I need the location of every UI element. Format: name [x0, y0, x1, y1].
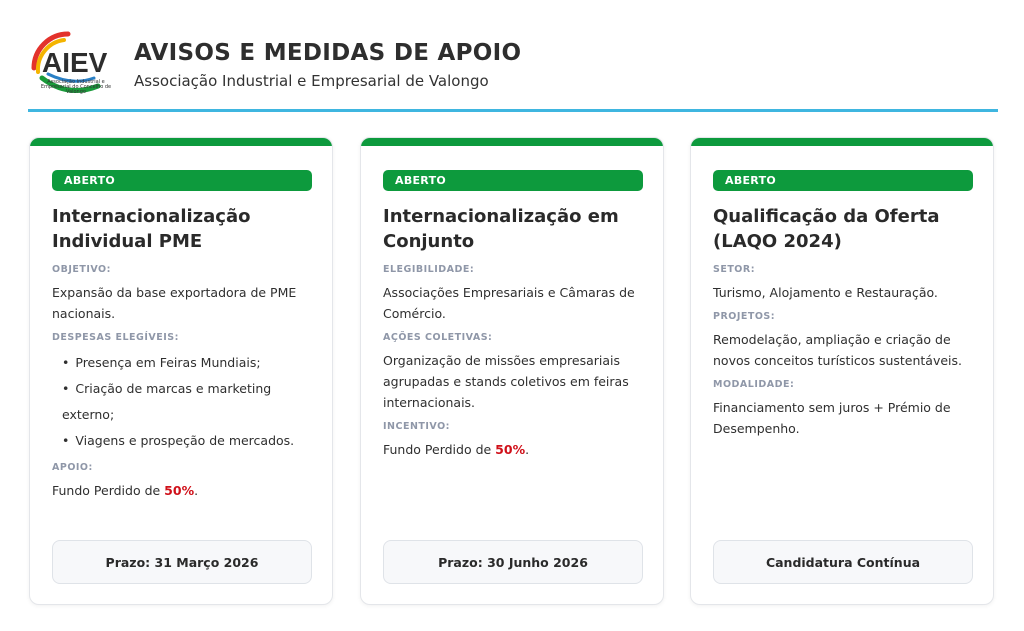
- deadline-button[interactable]: Prazo: 30 Junho 2026: [383, 540, 643, 584]
- page-subtitle: Associação Industrial e Empresarial de Valongo: [134, 72, 489, 90]
- card-title: Qualificação da Oferta (LAQO 2024): [713, 206, 940, 252]
- section-label: MODALIDADE:: [713, 379, 795, 390]
- status-badge: ABERTO: [52, 170, 312, 191]
- support-text: [52, 480, 322, 501]
- support-card-1: [29, 137, 333, 605]
- status-badge: ABERTO: [383, 170, 643, 191]
- card-topbar: [691, 138, 993, 146]
- card-body: [383, 264, 653, 468]
- list-item: • Viagens e prospeção de mercados.: [62, 428, 322, 454]
- support-prefix: Fundo Perdido de: [383, 442, 496, 457]
- logo-caption: Associação Industrial e Empresarial do Concelho de Valongo: [40, 79, 112, 95]
- status-badge: ABERTO: [713, 170, 973, 191]
- list-item: • Criação de marcas e marketing externo;: [62, 376, 322, 428]
- card-title: Internacionalização Individual PME: [52, 206, 251, 252]
- card-topbar: [361, 138, 663, 146]
- section-label: SETOR:: [713, 264, 756, 275]
- list-item: • Presença em Feiras Mundiais;: [62, 350, 322, 376]
- section-text: Financiamento sem juros + Prémio de Desempenho.: [713, 400, 951, 436]
- section-text: Associações Empresariais e Câmaras de Comércio.: [383, 285, 635, 321]
- support-card-3: [690, 137, 994, 605]
- section-text: Remodelação, ampliação e criação de novos conceitos turísticos sustentáveis.: [713, 332, 963, 368]
- aiev-logo: [28, 28, 120, 94]
- section-label: OBJETIVO:: [52, 264, 111, 275]
- page-title: AVISOS E MEDIDAS DE APOIO: [134, 40, 522, 66]
- support-text: [383, 439, 653, 460]
- section-label: INCENTIVO:: [383, 421, 450, 432]
- svg-text:AIEV: AIEV: [42, 47, 108, 78]
- deadline-button[interactable]: Prazo: 31 Março 2026: [52, 540, 312, 584]
- section-label: APOIO:: [52, 462, 93, 473]
- header-divider: [28, 109, 998, 112]
- section-text: Organização de missões empresariais agrupadas e stands coletivos em feiras internacionais.: [383, 353, 629, 410]
- card-topbar: [30, 138, 332, 146]
- card-body: [713, 264, 983, 447]
- card-title: Internacionalização em Conjunto: [383, 206, 619, 252]
- section-label: ELEGIBILIDADE:: [383, 264, 475, 275]
- section-label: PROJETOS:: [713, 311, 776, 322]
- support-prefix: Fundo Perdido de: [52, 483, 165, 498]
- support-percentage: 50%: [164, 483, 195, 498]
- page-header: [28, 26, 998, 110]
- support-card-2: [360, 137, 664, 605]
- expense-list: [52, 350, 322, 454]
- section-text: Turismo, Alojamento e Restauração.: [713, 285, 938, 300]
- support-percentage: 50%: [495, 442, 526, 457]
- support-suffix: .: [525, 442, 530, 457]
- section-label: AÇÕES COLETIVAS:: [383, 332, 493, 343]
- application-button[interactable]: Candidatura Contínua: [713, 540, 973, 584]
- support-suffix: .: [194, 483, 199, 498]
- section-text: Expansão da base exportadora de PME nacionais.: [52, 285, 297, 321]
- card-body: [52, 264, 322, 509]
- section-label: DESPESAS ELEGÍVEIS:: [52, 332, 179, 343]
